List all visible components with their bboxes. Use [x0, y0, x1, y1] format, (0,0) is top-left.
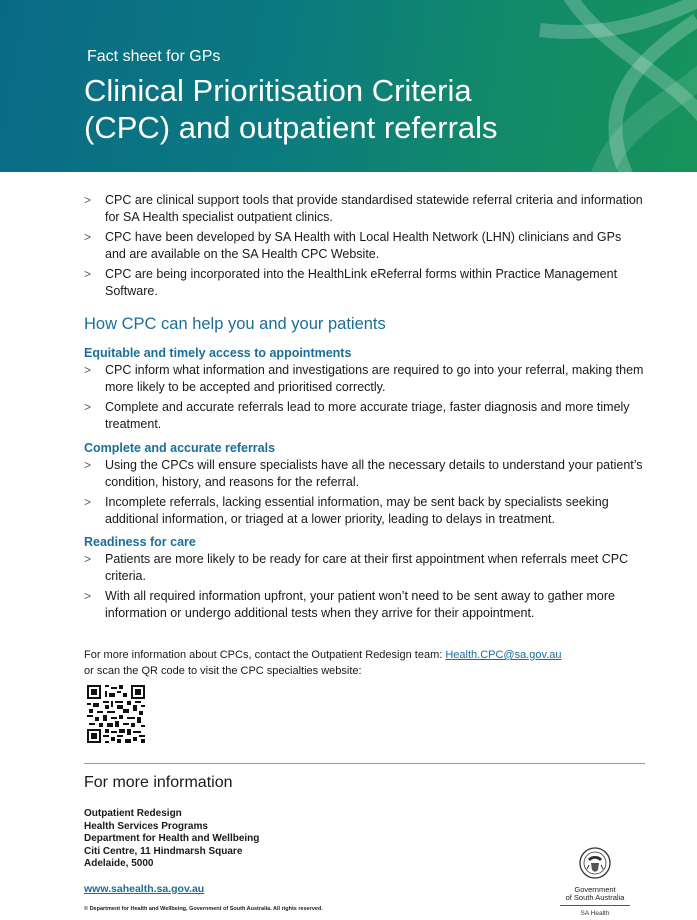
list-item	[84, 266, 644, 300]
bullet-chevron-icon: >	[84, 193, 92, 207]
subsection-list	[84, 457, 644, 528]
list-item-text: CPC are being incorporated into the HealthLink eReferral forms within Practice Management Software.	[105, 267, 618, 298]
section-readiness-for-care	[84, 535, 644, 625]
website-link[interactable]: www.sahealth.sa.gov.au	[84, 883, 205, 895]
contact-info	[84, 647, 644, 679]
bullet-chevron-icon: >	[84, 363, 92, 377]
logo-divider	[560, 905, 630, 906]
address-line: Citi Centre, 11 Hindmarsh Square	[84, 845, 243, 857]
qr-code-icon[interactable]	[87, 685, 145, 743]
section-complete-referrals	[84, 441, 644, 531]
list-item	[84, 229, 644, 263]
email-link[interactable]: Health.CPC@sa.gov.au	[445, 649, 562, 661]
bullet-chevron-icon: >	[84, 267, 92, 281]
list-item-text: Complete and accurate referrals lead to more accurate triage, faster diagnosis and more timely treatment.	[105, 400, 630, 431]
header-banner	[0, 0, 697, 172]
bullet-chevron-icon: >	[84, 400, 92, 414]
address-line: Health Services Programs	[84, 820, 208, 832]
address-line: Department for Health and Wellbeing	[84, 833, 260, 844]
bullet-chevron-icon: >	[84, 230, 92, 244]
bullet-chevron-icon: >	[84, 495, 92, 509]
contact-text: For more information about CPCs, contact the Outpatient Redesign team:	[84, 649, 446, 661]
subsection-heading: Equitable and timely access to appointments	[84, 346, 352, 360]
section-heading: How CPC can help you and your patients	[84, 315, 386, 333]
divider	[84, 763, 645, 764]
intro-list	[84, 192, 644, 303]
footer-heading: For more information	[84, 774, 233, 791]
section-equitable-access	[84, 346, 644, 436]
page-title	[84, 72, 644, 146]
bullet-chevron-icon: >	[84, 458, 92, 472]
list-item	[84, 192, 644, 226]
list-item	[84, 362, 644, 396]
bullet-chevron-icon: >	[84, 552, 92, 566]
subsection-list	[84, 551, 644, 622]
coat-of-arms-icon	[577, 845, 613, 881]
address-block	[84, 808, 259, 871]
logo-text-sa: of South Australia	[565, 893, 625, 902]
list-item	[84, 494, 644, 528]
qr-instruction: or scan the QR code to visit the CPC specialties website:	[84, 665, 362, 677]
address-line: Adelaide, 5000	[84, 858, 154, 869]
list-item	[84, 457, 644, 491]
list-item	[84, 551, 644, 585]
bullet-chevron-icon: >	[84, 589, 92, 603]
logo-subtext: SA Health	[580, 910, 610, 917]
list-item-text: CPC have been developed by SA Health with Local Health Network (LHN) clinicians and GPs and are available on the SA Health CPC Website.	[105, 230, 622, 261]
list-item-text: CPC are clinical support tools that provide standardised statewide referral criteria and information for SA Health specialist outpatient clinics.	[105, 193, 643, 224]
list-item-text: Using the CPCs will ensure specialists have all the necessary details to understand your patient’s condition, history, and reasons for the referral.	[105, 458, 643, 489]
list-item	[84, 588, 644, 622]
copyright-notice: © Department for Health and Wellbeing, Government of South Australia. All rights reserved.	[84, 906, 323, 912]
government-logo	[555, 845, 635, 917]
address-line: Outpatient Redesign	[84, 808, 182, 819]
subsection-heading: Complete and accurate referrals	[84, 441, 276, 455]
list-item	[84, 399, 644, 433]
list-item-text: Incomplete referrals, lacking essential information, may be sent back by specialists seeking additional information, or triaged at a lower priority, leading to delays in treatment.	[105, 495, 609, 526]
list-item-text: With all required information upfront, your patient won’t need to be sent away to gather more information or undergo additional tests when they arrive for their appointment.	[105, 589, 616, 620]
title-line-1: Clinical Prioritisation Criteria	[84, 73, 472, 108]
subsection-heading: Readiness for care	[84, 535, 196, 549]
title-line-2: (CPC) and outpatient referrals	[84, 110, 498, 145]
logo-text-government: Government	[574, 885, 616, 894]
subsection-list	[84, 362, 644, 433]
document-kicker: Fact sheet for GPs	[87, 48, 221, 65]
list-item-text: Patients are more likely to be ready for care at their first appointment when referrals meet CPC criteria.	[105, 552, 629, 583]
list-item-text: CPC inform what information and investigations are required to go into your referral, making them more likely to be accepted and prioritised correctly.	[105, 363, 644, 394]
